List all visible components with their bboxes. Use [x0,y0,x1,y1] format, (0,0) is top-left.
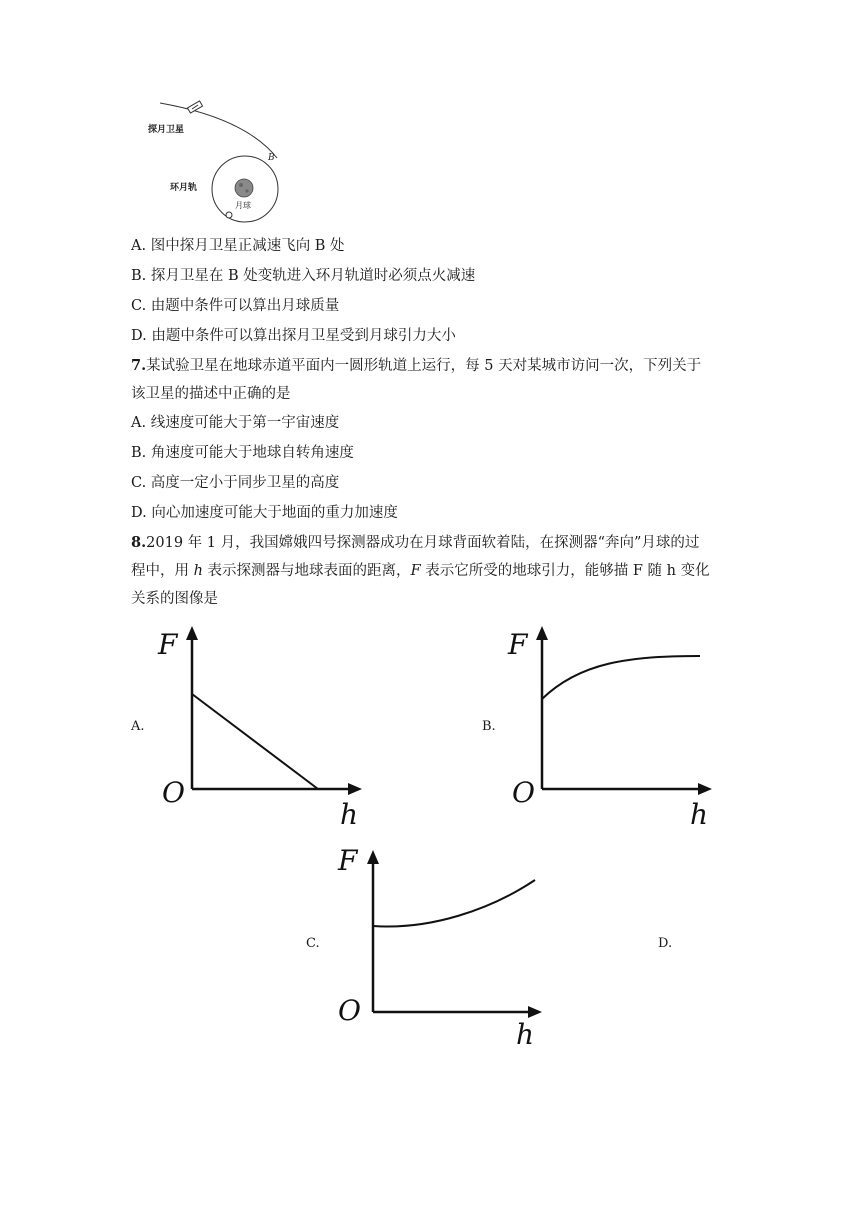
orbit-figure [140,98,300,226]
q6-option-a: A. 图中探月卫星正减速飞向 B 处 [131,238,345,254]
q6-option-b: B. 探月卫星在 B 处变轨进入环月轨道时必须点火减速 [131,268,476,284]
graph-c [330,840,550,1050]
q7-option-b: B. 角速度可能大于地球自转角速度 [131,445,354,461]
graph-b [500,622,720,832]
satellite-label: 探月卫星 [148,125,185,135]
q8-option-b-label: B. [482,719,496,734]
q8-stem-line3: 关系的图像是 [131,591,218,607]
graph-c-y-label: F [338,844,358,877]
moon-label: 月球 [235,201,251,210]
q8-option-a-label: A. [131,719,145,734]
q7-option-a: A. 线速度可能大于第一宇宙速度 [131,415,340,431]
graph-c-curve [373,880,535,927]
graph-a [150,622,370,832]
graph-b-curve [542,656,700,699]
point-b-label: B [268,153,275,163]
graph-b-y-label: F [508,628,528,661]
q8-option-c-label: C. [306,936,320,951]
graph-b-origin-label: O [512,776,535,809]
graph-a-curve [192,694,318,789]
q7-stem-line2: 该卫星的描述中正确的是 [131,386,291,402]
graph-a-x-label: h [340,798,359,831]
q6-option-c: C. 由题中条件可以算出月球质量 [131,298,340,314]
graph-a-y-label: F [158,628,178,661]
q7-option-d: D. 向心加速度可能大于地面的重力加速度 [131,505,398,521]
q6-option-d: D. 由题中条件可以算出探月卫星受到月球引力大小 [131,328,456,344]
graph-b-x-label: h [690,798,709,831]
q8-stem-line2: 程中，用 h 表示探测器与地球表面的距离，F 表示它所受的地球引力，能够描 F 随 h 变化 [131,563,710,579]
q7-stem-line1: 7.某试验卫星在地球赤道平面内一圆形轨道上运行，每 5 天对某城市访问一次，下列关于 [131,357,702,374]
moon-icon [235,179,253,197]
graph-a-origin-label: O [162,776,185,809]
q8-stem-line1: 8.2019 年 1 月，我国嫦娥四号探测器成功在月球背面软着陆，在探测器“奔向”月球的过 [131,534,700,551]
orbit-point [226,212,232,218]
graph-c-x-label: h [516,1018,535,1050]
q8-number: 8. [131,534,147,551]
q8-option-d-label: D. [658,936,673,951]
q7-number: 7. [131,357,147,374]
q7-option-c: C. 高度一定小于同步卫星的高度 [131,475,340,491]
lunar-orbit-label: 环月轨 [170,183,198,193]
graph-c-origin-label: O [338,994,361,1027]
